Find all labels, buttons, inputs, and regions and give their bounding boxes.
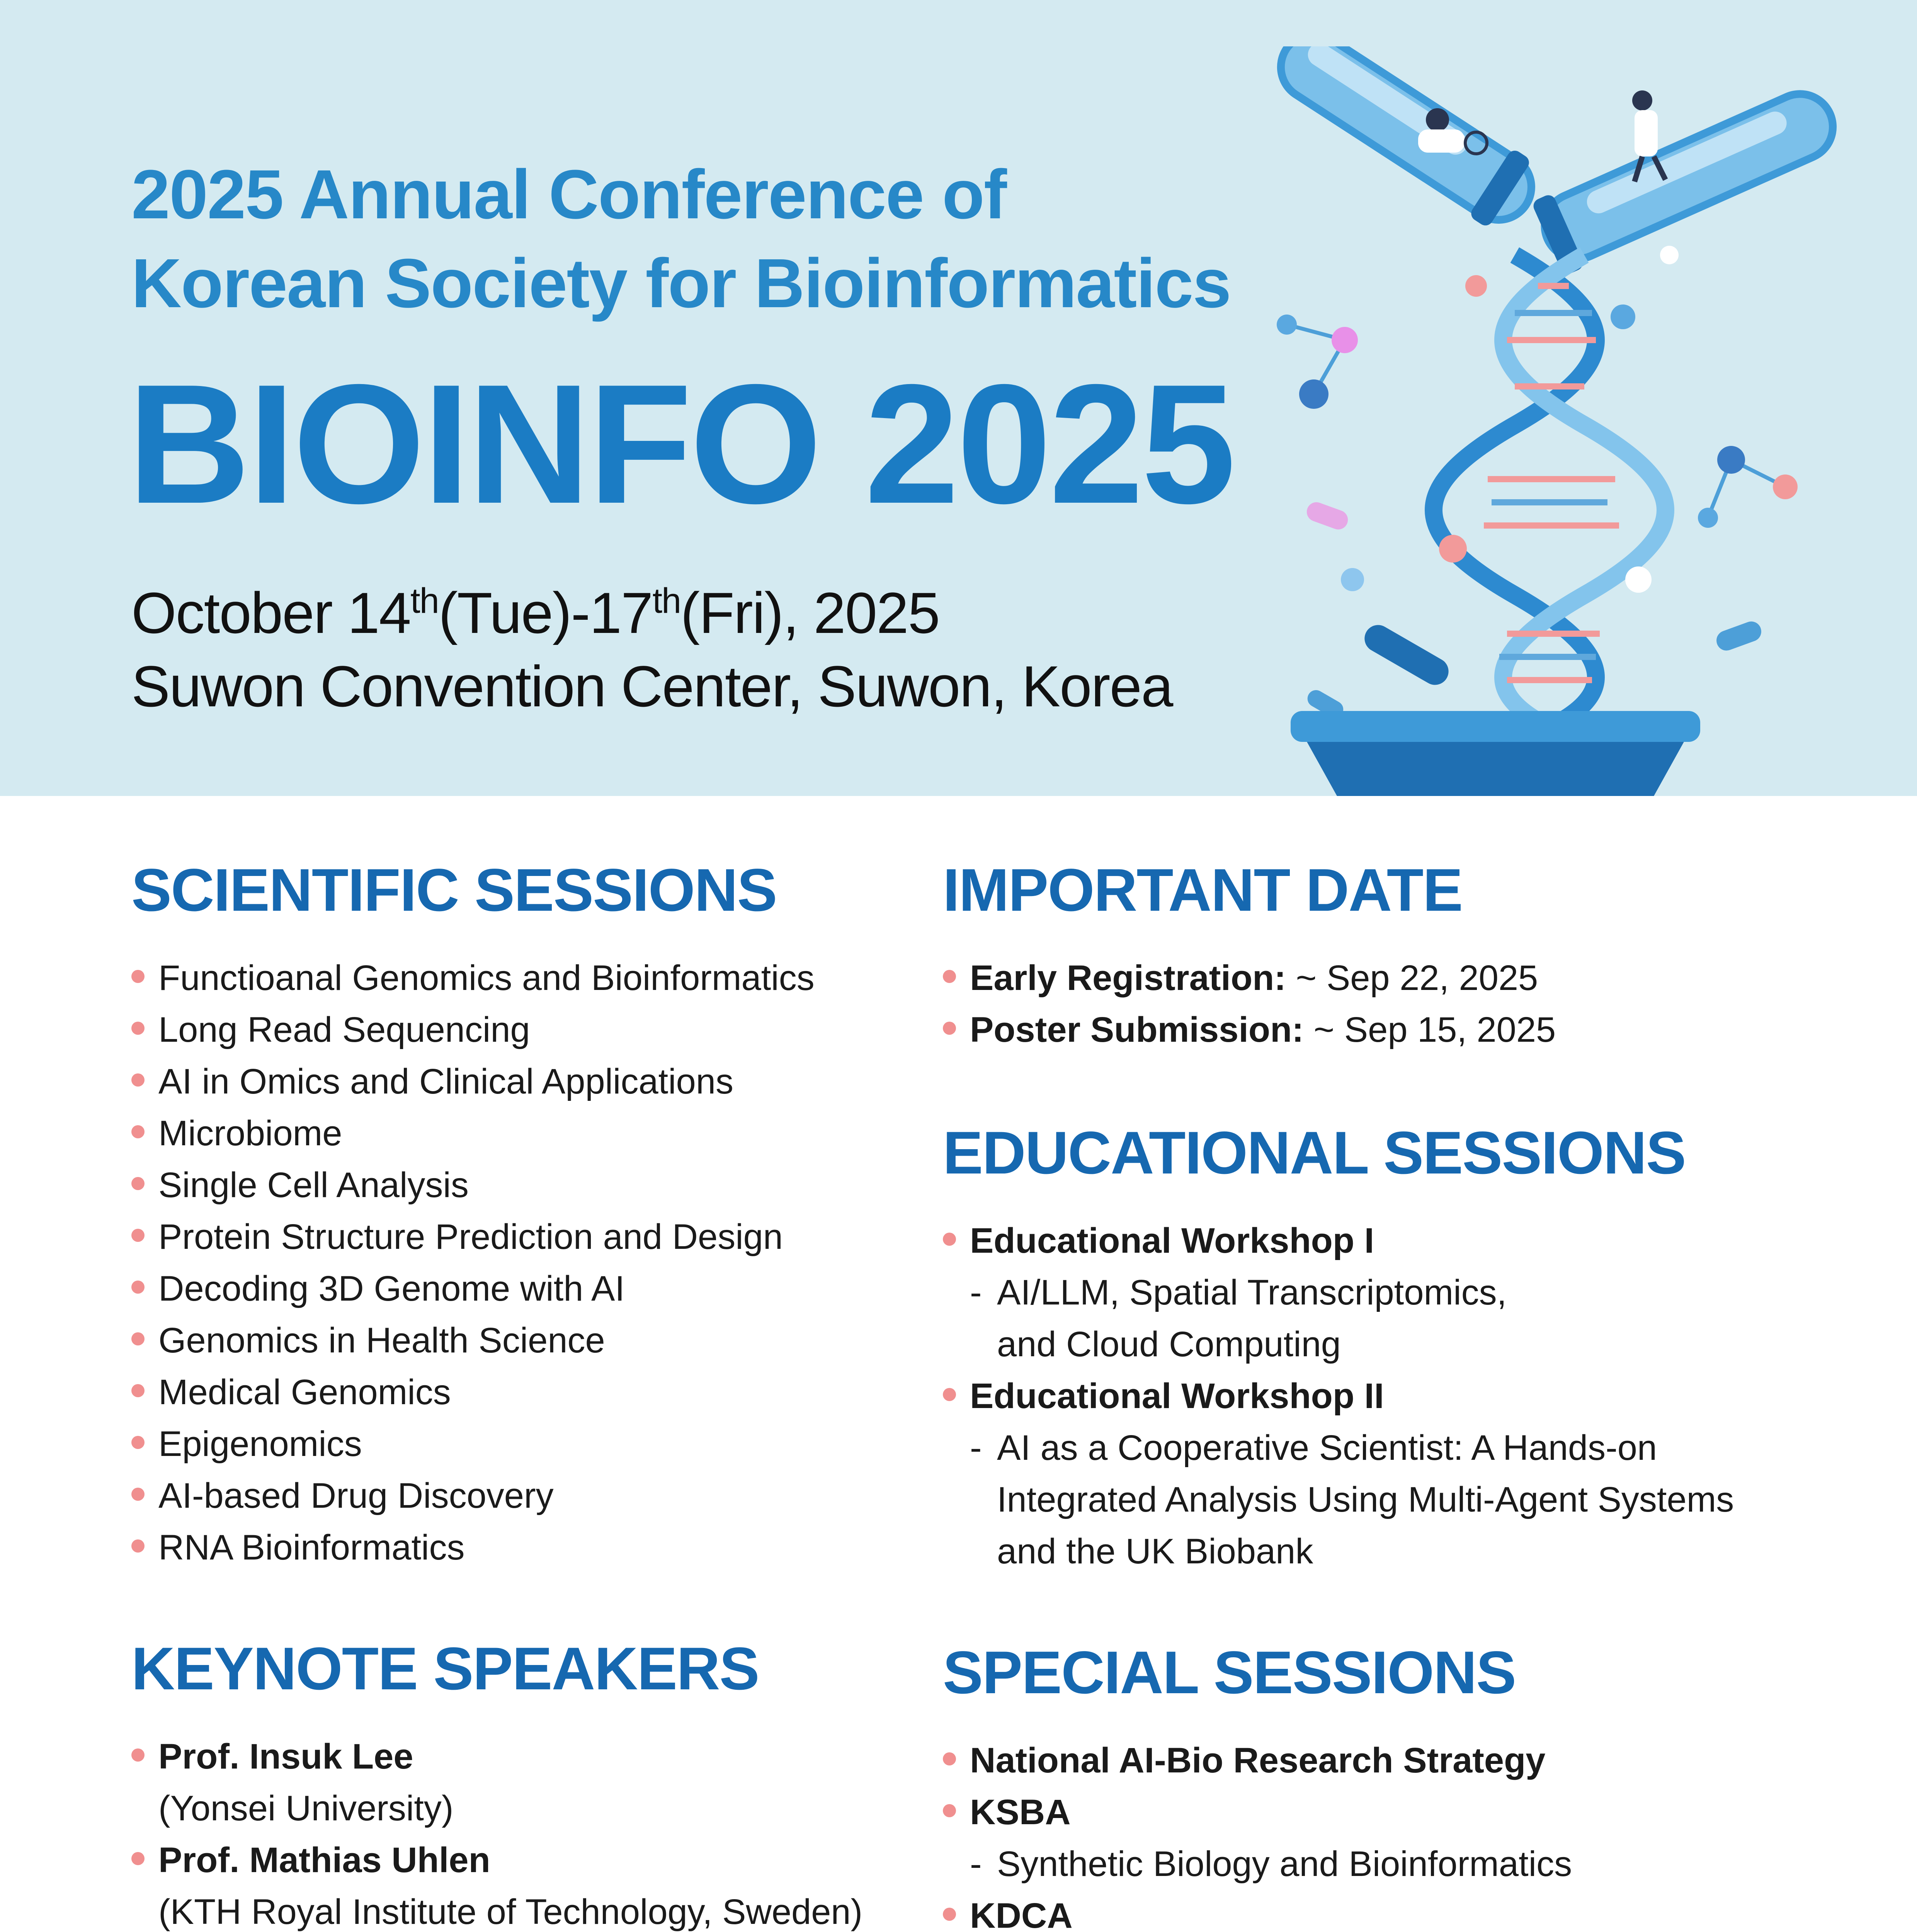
conference-date: October 14th(Tue)-17th(Fri), 2025 [131,580,940,645]
educational-sessions-section [943,1119,1734,1577]
speaker-affiliation: (KTH Royal Institute of Technology, Sweden) [158,1892,863,1932]
list-item: RNA Bioinformatics [131,1522,815,1573]
speaker-affiliation: (Yonsei University) [158,1789,454,1828]
workshop-desc: - AI as a Cooperative Scientist: A Hands-on [970,1428,1657,1468]
scientific-sessions-list [131,952,815,1573]
hero-banner [0,0,1917,796]
list-item: Functioanal Genomics and Bioinformatics [131,952,815,1004]
mortar-bowl [1291,620,1700,796]
special-sessions-list [943,1735,1728,1932]
keynote-speakers-section [131,1634,862,1932]
important-date-list [943,952,1556,1056]
workshop-desc: - AI/LLM, Spatial Transcriptomics, [970,1273,1507,1312]
list-item: Early Registration: ~ Sep 22, 2025 [943,952,1556,1004]
workshop-desc: Integrated Analysis Using Multi-Agent Systems [997,1480,1734,1519]
conference-subtitle-line2: Korean Society for Bioinformatics [131,245,1231,322]
list-item: Long Read Sequencing [131,1004,815,1056]
list-item: KDCA [943,1890,1728,1932]
speaker-name: Prof. Mathias Uhlen [131,1834,862,1886]
dna-illustration [1237,46,1893,796]
educational-sessions-list [943,1215,1734,1577]
workshop-title: Educational Workshop II [943,1370,1734,1422]
conference-venue: Suwon Convention Center, Suwon, Korea [131,654,1173,719]
speaker-name: Prof. Insuk Lee [131,1731,862,1782]
list-item: AI-based Drug Discovery [131,1470,815,1522]
list-item: Decoding 3D Genome with AI [131,1263,815,1315]
special-sessions-title: SPECIAL SESSIONS [943,1639,1516,1706]
workshop-desc: and Cloud Computing [997,1325,1341,1364]
important-date-section [943,856,1556,1056]
list-item: National AI-Bio Research Strategy [943,1735,1728,1786]
special-sessions-section [943,1638,1728,1932]
list-item: Microbiome [131,1107,815,1159]
scientific-sessions-section [131,856,815,1573]
list-item: Poster Submission: ~ Sep 15, 2025 [943,1004,1556,1056]
workshop-title: Educational Workshop I [943,1215,1734,1267]
list-item: Epigenomics [131,1418,815,1470]
workshop-desc: and the UK Biobank [997,1532,1313,1571]
conference-subtitle-line1: 2025 Annual Conference of [131,156,1006,233]
list-item: Genomics in Health Science [131,1315,815,1366]
dna-helix [1434,255,1665,742]
list-item: Medical Genomics [131,1366,815,1418]
list-item: Single Cell Analysis [131,1159,815,1211]
keynote-speakers-title: KEYNOTE SPEAKERS [131,1635,759,1702]
conference-title: BIOINFO 2025 [128,349,1234,539]
important-date-title: IMPORTANT DATE [943,857,1463,924]
keynote-speakers-list [131,1731,862,1932]
scientific-sessions-title: SCIENTIFIC SESSIONS [131,857,777,924]
educational-sessions-title: EDUCATIONAL SESSIONS [943,1119,1686,1187]
list-subitem: - Synthetic Biology and Bioinformatics [970,1844,1572,1884]
list-item: AI in Omics and Clinical Applications [131,1056,815,1107]
list-item: KSBA [943,1786,1728,1838]
list-item: Protein Structure Prediction and Design [131,1211,815,1263]
